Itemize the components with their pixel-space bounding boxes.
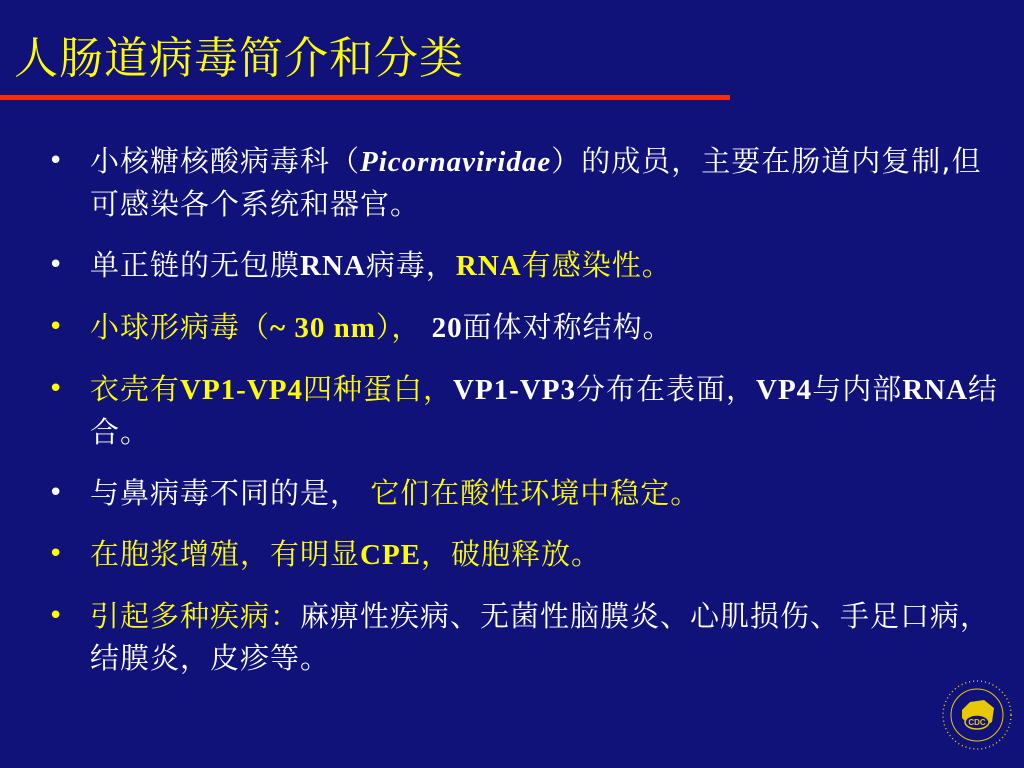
bullet-text-latin: RNA bbox=[455, 250, 522, 282]
logo-text: CDC bbox=[968, 718, 986, 727]
bullet-text: 小球形病毒（ bbox=[90, 310, 271, 344]
bullet-dot-icon: • bbox=[48, 478, 65, 508]
bullet-text: ）， bbox=[375, 310, 422, 344]
bullet-text: 小核糖核酸病毒科（ bbox=[90, 144, 361, 178]
bullet-item-7 bbox=[40, 595, 1000, 679]
bullet-text-latin: ~ 30 nm bbox=[270, 312, 376, 344]
bullet-item-6 bbox=[40, 533, 1000, 576]
bullet-text: 在胞浆增殖，有明显 bbox=[90, 537, 361, 571]
bullet-text: 它们在酸性环境中稳定。 bbox=[370, 476, 701, 510]
slide-title: 人肠道病毒简介和分类 bbox=[14, 33, 464, 84]
bullet-text-latin: VP1-VP4 bbox=[180, 374, 303, 406]
bullet-dot-icon: • bbox=[48, 146, 65, 176]
bullet-text: 面体对称结构。 bbox=[462, 310, 673, 344]
bullet-item-3 bbox=[40, 306, 1000, 349]
bullet-text: 与鼻病毒不同的是， bbox=[90, 476, 361, 510]
bullet-text: 分布在表面， bbox=[576, 372, 757, 406]
bullet-text-latin: 20 bbox=[431, 312, 463, 344]
title-underline bbox=[0, 95, 730, 100]
bullet-text-latin: VP1-VP3 bbox=[453, 374, 576, 406]
bullet-dot-icon: • bbox=[48, 374, 65, 404]
bullet-item-2 bbox=[40, 244, 1000, 287]
bullet-text: 有感染性。 bbox=[521, 248, 672, 282]
bullet-dot-icon: • bbox=[48, 601, 65, 631]
bullet-text: ，破胞释放。 bbox=[421, 537, 602, 571]
cdc-logo-icon bbox=[940, 678, 1014, 752]
bullet-text-latin: VP4 bbox=[756, 374, 813, 406]
bullet-text: 结合。 bbox=[90, 372, 999, 449]
bullet-text: 麻痹性疾病、无菌性脑膜炎、心肌损伤、手足口病，结膜炎，皮疹等。 bbox=[90, 599, 991, 675]
bullet-text: 引起多种疾病： bbox=[90, 599, 301, 633]
bullet-dot-icon: • bbox=[48, 539, 65, 569]
bullet-list bbox=[40, 140, 1000, 698]
bullet-text-latin: RNA bbox=[902, 374, 969, 406]
bullet-dot-icon: • bbox=[48, 250, 65, 280]
bullet-text: ）的成员，主要在肠道内复制,但可感染各个系统和器官。 bbox=[90, 144, 982, 221]
bullet-text: 四种蛋白， bbox=[303, 372, 454, 406]
bullet-item-5 bbox=[40, 472, 1000, 514]
bullet-dot-icon: • bbox=[48, 312, 65, 342]
bullet-text-latin: CPE bbox=[360, 539, 422, 571]
bullet-text: 病毒， bbox=[365, 248, 456, 282]
bullet-text-latin: Picornaviridae bbox=[360, 146, 552, 178]
bullet-item-1 bbox=[40, 140, 1000, 225]
bullet-item-4 bbox=[40, 368, 1000, 453]
bullet-text: 衣壳有 bbox=[90, 372, 181, 406]
bullet-text: 单正链的无包膜 bbox=[90, 248, 301, 282]
bullet-text-latin: RNA bbox=[300, 250, 366, 282]
bullet-text: 与内部 bbox=[812, 372, 903, 406]
